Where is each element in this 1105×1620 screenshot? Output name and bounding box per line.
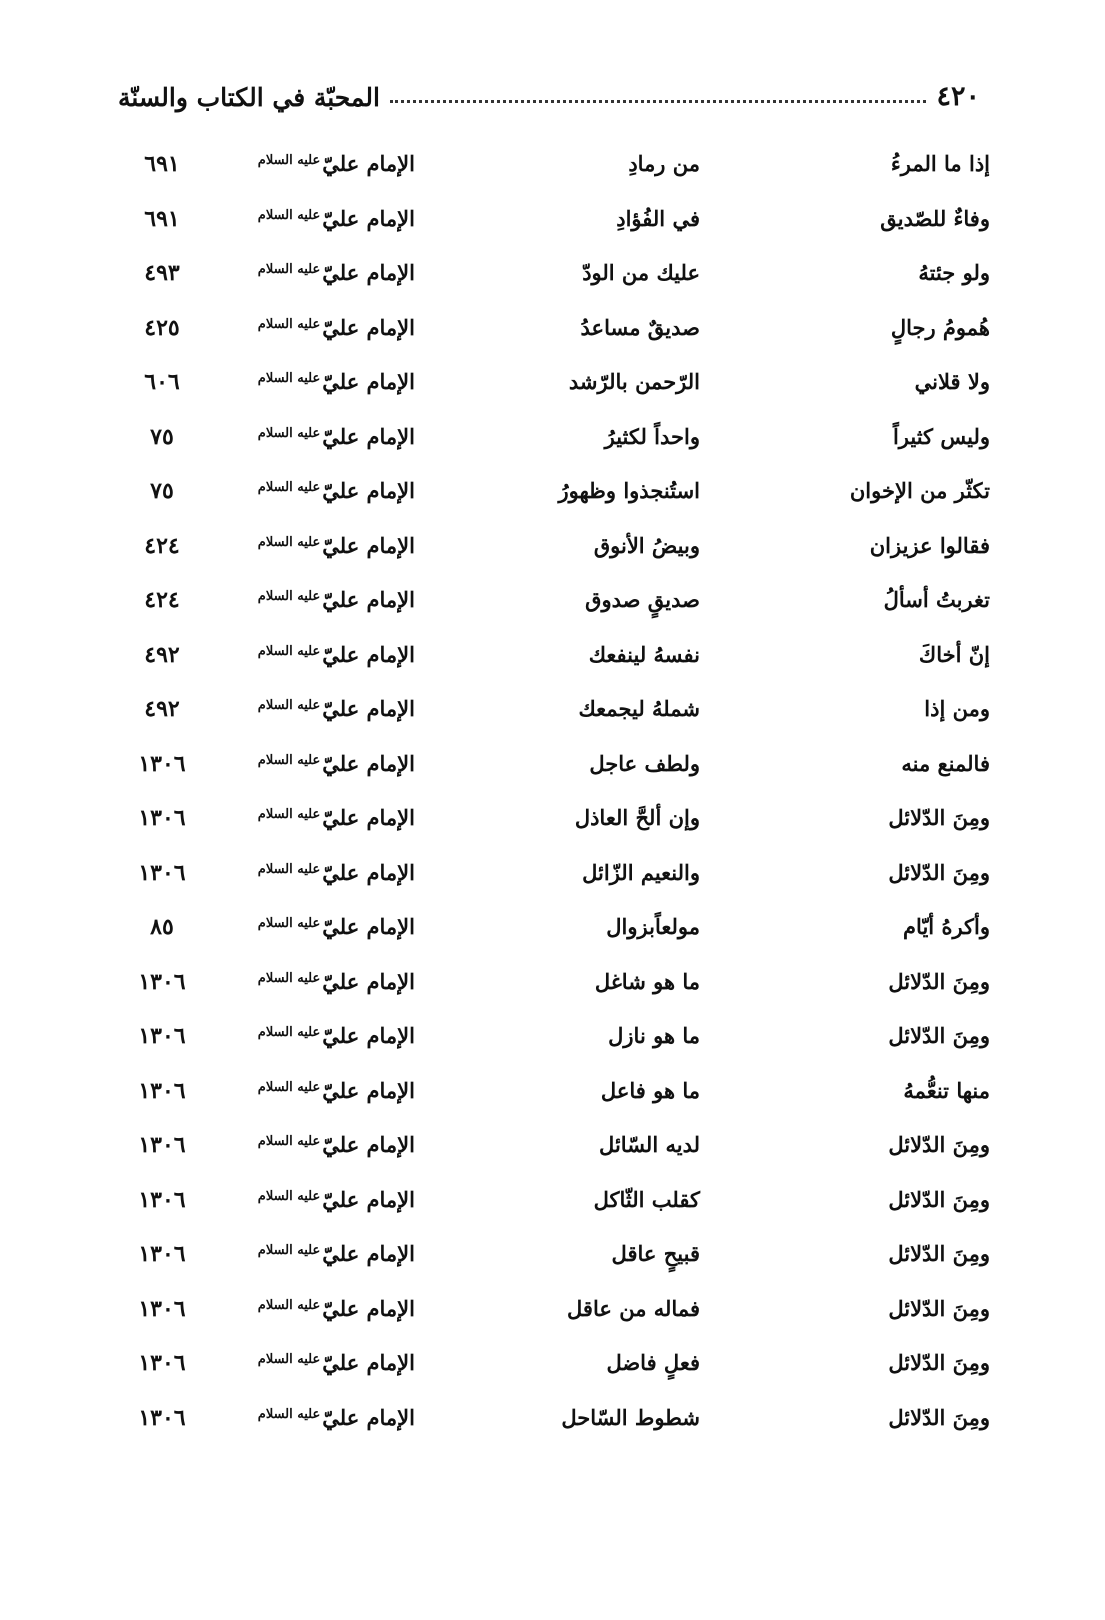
- verse-ending: مولعاًبزوال: [606, 914, 700, 939]
- page-reference: ٤٩٢: [144, 696, 180, 722]
- table-row: [0, 1399, 1105, 1454]
- poet-name: الإمام عليّ: [322, 1132, 415, 1157]
- page-reference: ٦٩١: [144, 205, 180, 232]
- table-row: [0, 254, 1105, 309]
- page-reference: ٤٩٢: [144, 641, 180, 668]
- verse-ending: صديقٍ صدوق: [585, 587, 700, 612]
- page-reference: ١٣٠٦: [138, 1132, 186, 1158]
- honorific-glyph-icon: عليه السلام: [257, 1188, 321, 1204]
- poet-name: الإمام عليّ: [322, 1241, 415, 1266]
- honorific-glyph-icon: عليه السلام: [257, 371, 321, 386]
- verse-ending: كقلب الثّاكل: [593, 1186, 700, 1212]
- page-reference: ٤٢٤: [144, 587, 180, 613]
- verse-first-words: وفاءٌ للصّديق: [880, 205, 990, 231]
- poet-cell: [258, 315, 415, 340]
- honorific-glyph-icon: عليه السلام: [257, 153, 321, 168]
- poet-name: الإمام عليّ: [322, 641, 415, 667]
- table-row: [0, 908, 1105, 963]
- verse-first-words: وليس كثيراً: [892, 423, 990, 449]
- verse-first-words: ومِنَ الدّلائل: [888, 1023, 990, 1048]
- verse-first-words: إذا ما المرءُ: [890, 151, 990, 176]
- verse-ending: ما هو نازل: [608, 1023, 700, 1048]
- table-row: [0, 309, 1105, 364]
- verse-first-words: إنّ أخاكَ: [918, 641, 990, 667]
- honorific-glyph-icon: عليه السلام: [257, 480, 321, 495]
- poet-cell: [258, 642, 415, 667]
- honorific-glyph-icon: عليه السلام: [257, 643, 321, 659]
- honorific-glyph-icon: عليه السلام: [257, 752, 321, 768]
- poet-cell: [258, 860, 415, 885]
- verse-ending: فعلٍ فاضل: [606, 1350, 700, 1375]
- page-reference: ٤٩٣: [144, 260, 180, 286]
- table-row: [0, 799, 1105, 854]
- verse-first-words: هُمومُ رجالٍ: [890, 314, 990, 340]
- verse-first-words: ومِنَ الدّلائل: [888, 1350, 990, 1375]
- honorific-glyph-icon: عليه السلام: [257, 316, 321, 332]
- poet-cell: [258, 696, 415, 721]
- verse-first-words: ومِنَ الدّلائل: [888, 1404, 990, 1430]
- table-row: [0, 1290, 1105, 1345]
- poet-name: الإمام عليّ: [322, 914, 415, 939]
- poet-cell: [258, 914, 415, 939]
- verse-first-words: ومن إذا: [924, 696, 990, 721]
- poet-name: الإمام عليّ: [322, 205, 415, 231]
- honorific-glyph-icon: عليه السلام: [257, 807, 321, 822]
- table-row: [0, 745, 1105, 800]
- verse-ending: ما هو فاعل: [600, 1077, 700, 1103]
- table-row: [0, 1017, 1105, 1072]
- poet-cell: [258, 369, 415, 394]
- poet-name: الإمام عليّ: [322, 587, 415, 612]
- table-row: [0, 1344, 1105, 1399]
- verse-first-words: فالمنع منه: [901, 750, 990, 776]
- table-row: [0, 690, 1105, 745]
- table-row: [0, 581, 1105, 636]
- page-reference: ١٣٠٦: [138, 1350, 186, 1376]
- honorific-glyph-icon: عليه السلام: [257, 1134, 321, 1149]
- poet-name: الإمام عليّ: [322, 805, 415, 830]
- verse-first-words: وأكرهُ أيّام: [903, 914, 990, 939]
- page-reference: ٧٥: [150, 423, 174, 450]
- verse-ending: قبيحٍ عاقل: [611, 1241, 700, 1266]
- page-reference: ٧٥: [150, 478, 174, 504]
- page-reference: ١٣٠٦: [138, 968, 186, 995]
- poet-name: الإمام عليّ: [322, 369, 415, 394]
- honorific-glyph-icon: عليه السلام: [257, 861, 321, 877]
- verse-ending: وبيضُ الأنوق: [593, 532, 700, 558]
- honorific-glyph-icon: عليه السلام: [257, 1352, 321, 1367]
- verse-first-words: ومِنَ الدّلائل: [888, 1132, 990, 1157]
- page-reference: ٦٩١: [144, 151, 180, 177]
- poet-cell: [258, 1078, 415, 1103]
- page-reference: ٤٢٤: [144, 532, 180, 559]
- honorific-glyph-icon: عليه السلام: [257, 698, 321, 713]
- poet-name: الإمام عليّ: [322, 696, 415, 721]
- poet-name: الإمام عليّ: [322, 1077, 415, 1103]
- table-row: [0, 363, 1105, 418]
- verse-ending: استُنجذوا وظهورُ: [558, 478, 700, 503]
- poet-cell: [258, 1405, 415, 1430]
- poet-name: الإمام عليّ: [322, 968, 415, 994]
- verse-ending: من رمادِ: [628, 151, 700, 176]
- page-reference: ١٣٠٦: [138, 1295, 186, 1322]
- verse-ending: الرّحمن بالرّشد: [568, 369, 700, 394]
- poet-cell: [258, 751, 415, 776]
- honorific-glyph-icon: عليه السلام: [257, 1406, 321, 1422]
- table-row: [0, 1181, 1105, 1236]
- verse-ending: شطوط السّاحل: [561, 1404, 700, 1430]
- poet-name: الإمام عليّ: [322, 260, 415, 285]
- page-reference: ٤٢٥: [144, 314, 180, 341]
- verse-first-words: ولا قلاني: [914, 369, 990, 394]
- page-number: ٤٢٠: [936, 81, 980, 112]
- table-row: [0, 200, 1105, 255]
- poet-name: الإمام عليّ: [322, 532, 415, 558]
- page-reference: ١٣٠٦: [138, 805, 186, 831]
- verse-ending: واحداً لكثيرُ: [604, 423, 700, 449]
- table-row: [0, 854, 1105, 909]
- table-row: [0, 636, 1105, 691]
- poet-cell: [258, 206, 415, 231]
- poet-name: الإمام عليّ: [322, 1404, 415, 1430]
- poet-name: الإمام عليّ: [322, 151, 415, 176]
- honorific-glyph-icon: عليه السلام: [257, 1297, 321, 1313]
- table-row: [0, 527, 1105, 582]
- table-row: [0, 472, 1105, 527]
- page-reference: ٨٥: [150, 914, 174, 940]
- poet-cell: [258, 1023, 415, 1048]
- honorific-glyph-icon: عليه السلام: [257, 207, 321, 223]
- poet-cell: [258, 1132, 415, 1157]
- honorific-glyph-icon: عليه السلام: [257, 1025, 321, 1040]
- verse-first-words: فقالوا عزيزان: [869, 532, 990, 558]
- verse-first-words: تغربتُ أسألُ: [883, 587, 990, 612]
- header-dot-leader: [390, 100, 927, 103]
- verse-ending: فماله من عاقل: [567, 1295, 700, 1321]
- poet-cell: [258, 424, 415, 449]
- poet-cell: [258, 1187, 415, 1212]
- poet-cell: [258, 1241, 415, 1266]
- table-row: [0, 1235, 1105, 1290]
- honorific-glyph-icon: عليه السلام: [257, 1079, 321, 1095]
- honorific-glyph-icon: عليه السلام: [257, 425, 321, 441]
- table-row: [0, 145, 1105, 200]
- poet-cell: [258, 805, 415, 830]
- honorific-glyph-icon: عليه السلام: [257, 916, 321, 931]
- poet-cell: [258, 1296, 415, 1321]
- verse-ending: لديه السّائل: [599, 1132, 700, 1157]
- page-reference: ١٣٠٦: [138, 1023, 186, 1049]
- page-header: [118, 68, 980, 112]
- page-reference: ١٣٠٦: [138, 1241, 186, 1267]
- page-reference: ١٣٠٦: [138, 1077, 186, 1104]
- poet-name: الإمام عليّ: [322, 750, 415, 776]
- poet-name: الإمام عليّ: [322, 478, 415, 503]
- verse-ending: في الفُؤادِ: [616, 205, 700, 231]
- verse-first-words: منها تنعُّمهُ: [903, 1077, 990, 1103]
- honorific-glyph-icon: عليه السلام: [257, 589, 321, 604]
- verse-first-words: ومِنَ الدّلائل: [888, 1241, 990, 1266]
- page-reference: ١٣٠٦: [138, 1404, 186, 1431]
- running-title: المحبّة في الكتاب والسنّة: [118, 83, 380, 112]
- poet-cell: [258, 969, 415, 994]
- verse-ending: ولطف عاجل: [589, 750, 700, 776]
- verse-ending: والنعيم الزّائل: [582, 859, 700, 885]
- page-reference: ١٣٠٦: [138, 859, 186, 886]
- table-row: [0, 963, 1105, 1018]
- poet-name: الإمام عليّ: [322, 1186, 415, 1212]
- verse-ending: نفسهُ لينفعك: [588, 641, 700, 667]
- poet-cell: [258, 587, 415, 612]
- verse-ending: شملهُ ليجمعك: [578, 696, 700, 721]
- page-reference: ١٣٠٦: [138, 750, 186, 777]
- verse-ending: ما هو شاغل: [594, 968, 700, 994]
- poet-name: الإمام عليّ: [322, 423, 415, 449]
- verse-index-table: [0, 145, 1105, 1453]
- verse-first-words: ومِنَ الدّلائل: [888, 805, 990, 830]
- poet-name: الإمام عليّ: [322, 1350, 415, 1375]
- verse-first-words: ومِنَ الدّلائل: [888, 859, 990, 885]
- page-reference: ٦٠٦: [144, 369, 180, 395]
- poet-cell: [258, 533, 415, 558]
- poet-name: الإمام عليّ: [322, 314, 415, 340]
- table-row: [0, 418, 1105, 473]
- poet-name: الإمام عليّ: [322, 1295, 415, 1321]
- poet-cell: [258, 1350, 415, 1375]
- verse-first-words: تكثّر من الإخوان: [849, 478, 990, 503]
- verse-ending: وإن ألحَّ العاذل: [574, 805, 700, 830]
- verse-first-words: ومِنَ الدّلائل: [888, 968, 990, 994]
- poet-name: الإمام عليّ: [322, 859, 415, 885]
- poet-cell: [258, 478, 415, 503]
- honorific-glyph-icon: عليه السلام: [257, 262, 321, 277]
- verse-first-words: ومِنَ الدّلائل: [888, 1295, 990, 1321]
- verse-first-words: ومِنَ الدّلائل: [888, 1186, 990, 1212]
- page-reference: ١٣٠٦: [138, 1186, 186, 1213]
- verse-ending: عليك من الودّ: [582, 260, 700, 285]
- table-row: [0, 1072, 1105, 1127]
- poet-cell: [258, 260, 415, 285]
- honorific-glyph-icon: عليه السلام: [257, 970, 321, 986]
- verse-first-words: ولو جئتهُ: [918, 260, 990, 285]
- honorific-glyph-icon: عليه السلام: [257, 1243, 321, 1258]
- honorific-glyph-icon: عليه السلام: [257, 534, 321, 550]
- table-row: [0, 1126, 1105, 1181]
- poet-name: الإمام عليّ: [322, 1023, 415, 1048]
- verse-ending: صديقٌ مساعدُ: [580, 314, 700, 340]
- poet-cell: [258, 151, 415, 176]
